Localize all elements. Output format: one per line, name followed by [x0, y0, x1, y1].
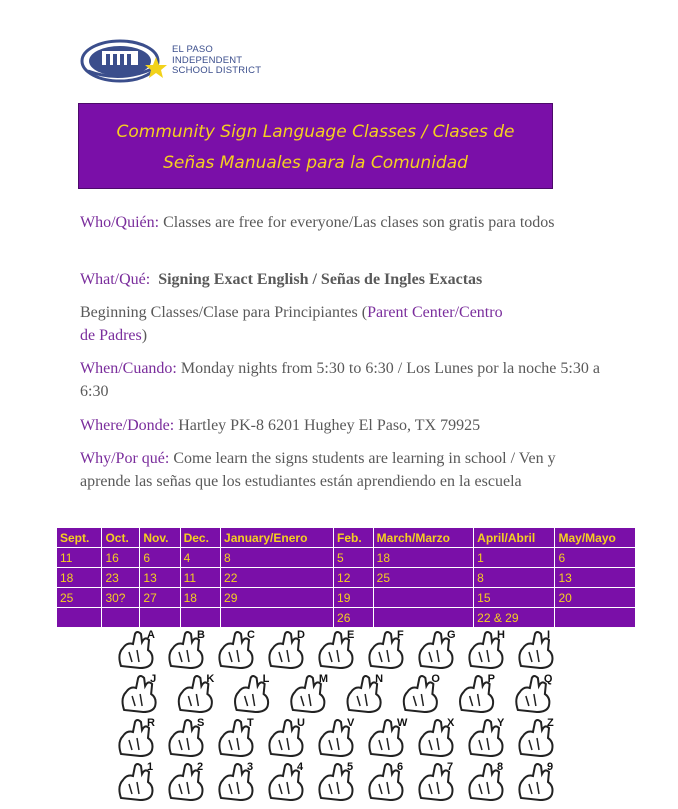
hand-sign-8	[469, 761, 503, 800]
date-cell: 8	[221, 548, 334, 568]
sign-label: Q	[543, 673, 553, 685]
sign-alphabet-illustration	[96, 622, 556, 807]
who-label: Who/Quién:	[80, 214, 160, 231]
sign-label: U	[297, 717, 305, 729]
date-cell: 25	[57, 588, 102, 608]
date-cell: 30?	[102, 588, 140, 608]
date-cell: 5	[334, 548, 374, 568]
hand-sign-B	[169, 629, 205, 668]
date-cell: 18	[180, 588, 220, 608]
beginning-close: )	[141, 327, 148, 344]
sign-label: J	[150, 673, 157, 685]
hand-sign-H	[469, 629, 505, 668]
sign-label: 4	[297, 761, 304, 773]
sign-label: A	[147, 629, 155, 641]
hand-sign-E	[319, 629, 354, 668]
logo-line-1: EL PASO	[172, 44, 214, 55]
sign-label: 1	[147, 761, 154, 773]
what-label: What/Qué:	[80, 271, 151, 288]
logo-line-3: SCHOOL DISTRICT	[172, 65, 262, 76]
sign-label: 8	[497, 761, 504, 773]
date-cell	[373, 588, 474, 608]
date-cell: 25	[373, 568, 474, 588]
date-cell: 29	[221, 588, 334, 608]
sign-label: C	[247, 629, 255, 641]
hand-sign-V	[319, 717, 355, 756]
month-header: Sept.	[57, 528, 102, 548]
date-cell: 6	[555, 548, 636, 568]
who-paragraph	[80, 211, 590, 234]
sign-label: 2	[197, 761, 204, 773]
date-cell: 8	[474, 568, 555, 588]
month-header: Dec.	[180, 528, 220, 548]
hand-sign-9	[519, 761, 553, 800]
when-text: Monday nights from 5:30 to 6:30 / Los Lunes por la noche 5:30 a 6:30	[80, 360, 600, 400]
hand-sign-X	[419, 717, 455, 756]
district-name	[172, 45, 261, 77]
hand-sign-Y	[469, 717, 505, 756]
hand-sign-Q	[516, 673, 553, 712]
date-cell: 11	[180, 568, 220, 588]
hand-sign-L	[235, 673, 270, 712]
sign-label: K	[206, 673, 215, 685]
sign-label: H	[497, 629, 505, 641]
sign-label: N	[375, 673, 384, 685]
date-cell: 1	[474, 548, 555, 568]
sign-label: F	[397, 629, 404, 641]
where-paragraph	[80, 414, 600, 437]
why-text: Come learn the signs students are learning in school / Ven y aprende las señas que los estudiantes están aprendiendo en la escuela	[80, 450, 556, 490]
date-cell: 27	[140, 588, 180, 608]
date-cell	[555, 608, 636, 628]
hand-sign-4	[269, 761, 304, 800]
logo-line-2: INDEPENDENT	[172, 54, 243, 66]
sign-label: O	[431, 673, 440, 685]
date-cell: 23	[102, 568, 140, 588]
date-cell: 18	[57, 568, 102, 588]
date-cell: 15	[474, 588, 555, 608]
sign-label: L	[262, 673, 270, 685]
hand-sign-Z	[519, 717, 554, 756]
month-header: May/Mayo	[555, 528, 636, 548]
hand-sign-F	[369, 629, 404, 668]
schedule-header-row	[57, 528, 636, 548]
hand-sign-K	[179, 673, 215, 712]
beginning-paragraph	[80, 301, 510, 347]
date-cell: 22 & 29	[474, 608, 555, 628]
why-paragraph	[80, 447, 560, 493]
title-line-1: Community Sign Language Classes / Clases de	[116, 122, 515, 142]
hand-sign-N	[348, 673, 384, 712]
month-header: January/Enero	[221, 528, 334, 548]
hand-sign-D	[269, 629, 305, 668]
sign-label: X	[447, 717, 455, 729]
schedule-row	[57, 588, 636, 608]
sign-label: 5	[347, 761, 354, 773]
schedule-row	[57, 568, 636, 588]
hand-sign-1	[119, 761, 153, 800]
hand-sign-5	[319, 761, 353, 800]
date-cell: 6	[140, 548, 180, 568]
where-text: Hartley PK-8 6201 Hughey El Paso, TX 79925	[178, 417, 481, 434]
month-header: Oct.	[102, 528, 140, 548]
title-line-2: Señas Manuales para la Comunidad	[163, 153, 468, 173]
sign-label: M	[318, 673, 329, 685]
sign-label: Z	[547, 717, 554, 729]
date-cell: 11	[57, 548, 102, 568]
schedule-table	[56, 527, 636, 628]
hand-sign-J	[123, 673, 157, 712]
hand-sign-S	[169, 717, 204, 756]
hand-sign-3	[219, 761, 253, 800]
when-paragraph	[80, 357, 600, 403]
hand-sign-2	[169, 761, 203, 800]
sign-label: 7	[447, 761, 454, 773]
what-paragraph	[80, 268, 600, 291]
date-cell: 16	[102, 548, 140, 568]
what-text: Signing Exact English / Señas de Ingles Exactas	[158, 271, 483, 288]
date-cell: 26	[334, 608, 374, 628]
sign-label: I	[547, 629, 551, 641]
sign-label: E	[347, 629, 355, 641]
date-cell: 13	[555, 568, 636, 588]
sign-label: 6	[397, 761, 404, 773]
sign-label: T	[247, 717, 254, 729]
date-cell: 19	[334, 588, 374, 608]
date-cell: 4	[180, 548, 220, 568]
date-cell: 20	[555, 588, 636, 608]
who-text: Classes are free for everyone/Las clases son gratis para todos	[163, 214, 555, 231]
parent-center-link[interactable]: Parent Center/Centro de Padres	[80, 304, 503, 344]
hand-sign-W	[369, 717, 408, 756]
title-banner	[78, 103, 553, 189]
sign-label: R	[147, 717, 155, 729]
beginning-text: Beginning Classes/Clase para Principiantes (	[80, 304, 368, 321]
hand-sign-R	[119, 717, 155, 756]
where-label: Where/Donde:	[80, 417, 175, 434]
sign-label: P	[487, 673, 495, 685]
sign-label: D	[297, 629, 305, 641]
date-cell: 12	[334, 568, 374, 588]
sign-label: W	[397, 717, 408, 729]
hand-sign-M	[291, 673, 328, 712]
hand-sign-I	[519, 629, 552, 668]
hand-sign-U	[269, 717, 305, 756]
date-cell: 13	[140, 568, 180, 588]
sign-label: Y	[497, 717, 505, 729]
why-label: Why/Por qué:	[80, 450, 170, 467]
month-header: Feb.	[334, 528, 374, 548]
hand-sign-6	[369, 761, 403, 800]
date-cell: 18	[373, 548, 474, 568]
schedule-row	[57, 548, 636, 568]
hand-sign-G	[419, 629, 455, 668]
when-label: When/Cuando:	[80, 360, 177, 377]
sign-label: B	[197, 629, 205, 641]
sign-label: 3	[247, 761, 254, 773]
month-header: April/Abril	[474, 528, 555, 548]
sign-label: 9	[547, 761, 554, 773]
sign-label: G	[447, 629, 456, 641]
month-header: March/Marzo	[373, 528, 474, 548]
hand-sign-A	[119, 629, 155, 668]
hand-sign-T	[219, 717, 254, 756]
hand-sign-P	[460, 673, 495, 712]
hand-sign-7	[419, 761, 453, 800]
hand-sign-O	[404, 673, 441, 712]
hand-sign-C	[219, 629, 255, 668]
date-cell: 22	[221, 568, 334, 588]
sign-label: S	[197, 717, 205, 729]
month-header: Nov.	[140, 528, 180, 548]
sign-label: V	[347, 717, 355, 729]
